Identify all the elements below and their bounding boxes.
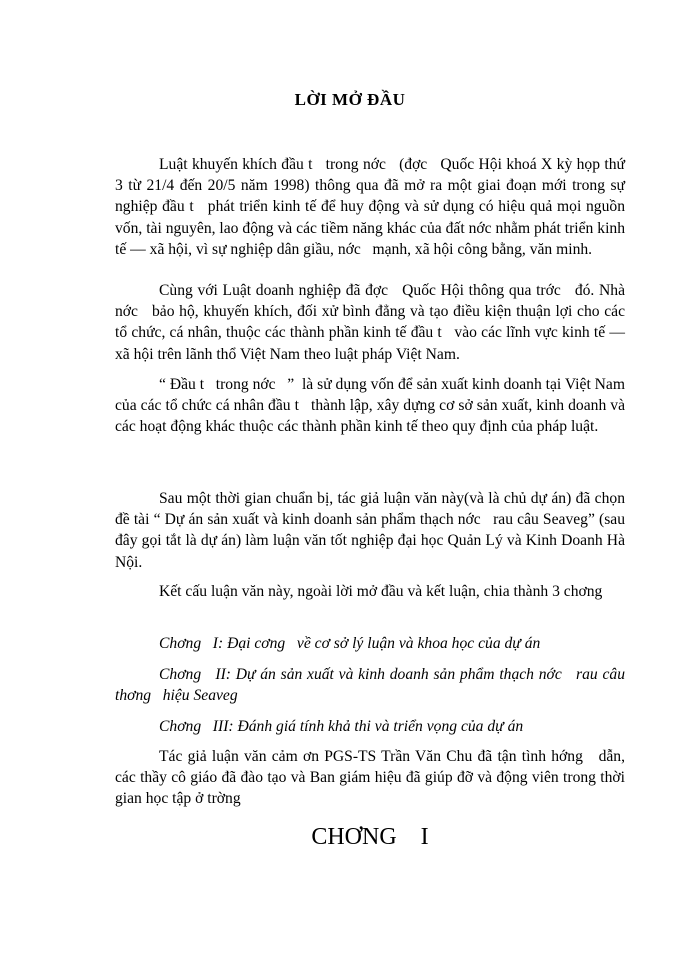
chapter-heading: CHƠNG I	[311, 824, 429, 850]
acknowledgement-paragraph: Tác giả luận văn cảm ơn PGS-TS Trần Văn Chu đã tận tình hớng dẫn, các thầy cô giáo đã đào tạo và Ban giám hiệu đã giúp đỡ và động viên trong thời gian học tập ở trờng	[115, 748, 629, 808]
document-title: LỜI MỞ ĐẦU	[294, 90, 406, 109]
intro-paragraph-3: “ Đầu t trong nớc ” là sử dụng vốn để sản xuất kinh doanh tại Việt Nam của các tổ chức cá nhân đầu t thành lập, xây dựng cơ sở sản xuất, kinh doanh và các hoạt động khác thuộc các thành phần kinh tế theo quy định của pháp luật.	[115, 376, 629, 436]
intro-paragraph-2: Cùng với Luật doanh nghiệp đã đợc Quốc Hội thông qua trớc đó. Nhà nớc bảo hộ, khuyến khích, đối xử bình đẳng và tạo điều kiện thuận lợi cho các tổ chức, cá nhân, thuộc các thành phần kinh tế đầu t vào các lĩnh vực kinh tế — xã hội trên lãnh thổ Việt Nam theo luật pháp Việt Nam.	[115, 282, 629, 363]
intro-paragraph-5: Kết cấu luận văn này, ngoài lời mở đầu và kết luận, chia thành 3 chơng	[159, 583, 603, 600]
intro-paragraph-1: Luật khuyến khích đầu t trong nớc (đợc Quốc Hội khoá X kỳ họp thứ 3 từ 21/4 đến 20/5 năm 1998) thông qua đã mở ra một giai đoạn mới trong sự nghiệp đầu t phát triển kinh tế để huy động và sử dụng có hiệu quả mọi nguồn vốn, tài nguyên, lao động và các tiềm năng khác của đất nớc nhằm phát triển kinh tế — xã hội, vì sự nghiệp dân giầu, nớc mạnh, xã hội công bằng, văn minh.	[115, 156, 629, 258]
chapter-list-item-2: Chơng II: Dự án sản xuất và kinh doanh sản phẩm thạch nớc rau câu thơng hiệu Seaveg	[115, 666, 629, 705]
chapter-list-item-1: Chơng I: Đại cơng về cơ sở lý luận và khoa học của dự án	[159, 635, 541, 652]
chapter-list-item-3: Chơng III: Đánh giá tính khả thi và triển vọng của dự án	[159, 718, 524, 735]
intro-paragraph-4: Sau một thời gian chuẩn bị, tác giả luận văn này(và là chủ dự án) đã chọn đề tài “ Dự án sản xuất và kinh doanh sản phẩm thạch nớc rau câu Seaveg” (sau đây gọi tắt là dự án) làm luận văn tốt nghiệp đại học Quản Lý và Kinh Doanh Hà Nội.	[115, 490, 629, 571]
